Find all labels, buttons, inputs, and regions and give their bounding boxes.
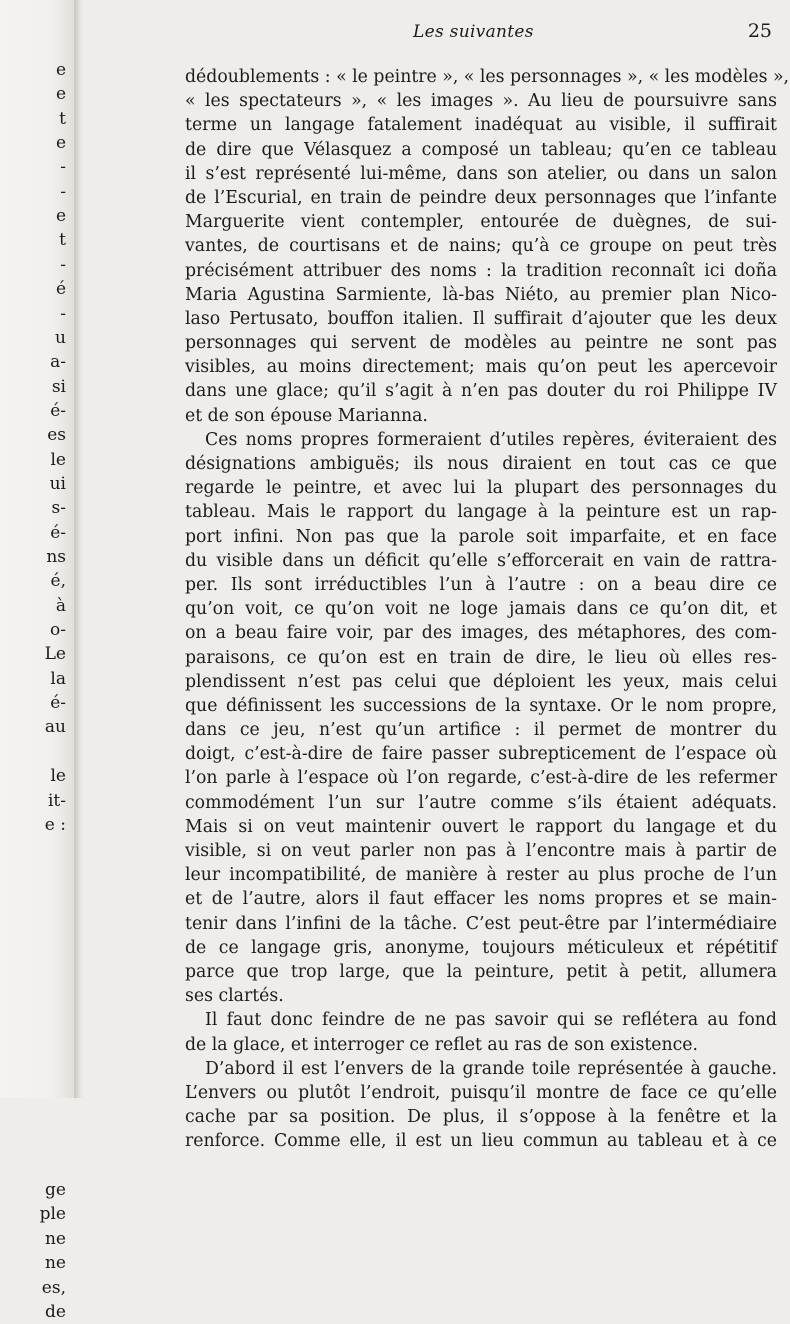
text-line: et de l’autre, alors il faut effacer les noms propres et se main-	[185, 889, 777, 910]
page-number: 25	[747, 20, 772, 42]
facing-page-fragment: ne	[44, 1228, 66, 1249]
facing-page-fragment: -	[60, 254, 66, 275]
facing-page-fragment: la	[50, 668, 66, 689]
facing-page-fragment: e	[55, 84, 66, 105]
text-line: laso Pertusato, bouffon italien. Il suffirait d’ajouter que les deux	[185, 308, 777, 329]
text-line: tenir dans l’infini de la tâche. C’est peut-être par l’intermédiaire	[185, 913, 777, 934]
text-line: il s’est représenté lui-même, dans son atelier, ou dans un salon	[185, 163, 777, 184]
text-line: désignations ambiguës; ils nous diraient en tout cas ce que	[185, 454, 777, 474]
text-line: de l’Escurial, en train de peindre deux personnages que l’infante	[185, 187, 777, 208]
text-line: du visible dans un déficit qu’elle s’efforcerait en vain de rattra-	[185, 550, 777, 571]
facing-page-fragment: ns	[46, 547, 66, 567]
facing-page-fragment: é,	[50, 571, 66, 592]
running-title: Les suivantes	[413, 22, 534, 42]
facing-page-fragment: -	[60, 181, 66, 202]
facing-page-fragment: le	[50, 766, 66, 787]
text-line: dédoublements : « le peintre », « les personnages », « les modèles »,	[185, 67, 790, 87]
facing-page-fragment: à	[55, 595, 66, 616]
text-line: renforce. Comme elle, il est un lieu commun au tableau et à ce	[185, 1131, 777, 1152]
facing-page-fragment: t	[59, 230, 66, 251]
text-line: doigt, c’est-à-dire de faire passer subrepticement de l’espace où	[185, 744, 777, 765]
facing-page-fragment: é-	[50, 522, 66, 543]
text-line: « les spectateurs », « les images ». Au lieu de poursuivre sans	[185, 91, 777, 112]
text-line: cache par sa position. De plus, il s’oppose à la fenêtre et la	[185, 1107, 777, 1128]
text-line: parce que trop large, que la peinture, petit à petit, allumera	[185, 961, 777, 982]
facing-page-fragment: ple	[39, 1204, 66, 1225]
facing-page-fragment: s-	[51, 498, 66, 519]
text-line: Mais si on veut maintenir ouvert le rapport du langage et du	[185, 816, 777, 837]
text-line: vantes, de courtisans et de nains; qu’à ce groupe on peut très	[185, 236, 777, 257]
text-line: paraisons, ce qu’on est en train de dire, le lieu où elles res-	[185, 647, 777, 668]
text-line: regarde le peintre, et avec lui la plupart des personnages du	[185, 478, 777, 499]
facing-page-fragment: de	[45, 1301, 66, 1322]
text-line: Il faut donc feindre de ne pas savoir qui se reflétera au fond	[205, 1010, 777, 1031]
text-line: dans ce jeu, n’est qu’un artifice : il permet de montrer du	[185, 720, 777, 741]
text-line: D’abord il est l’envers de la grande toile représentée à gauche.	[205, 1058, 777, 1079]
text-line: port infini. Non pas que la parole soit imparfaite, et en face	[185, 526, 777, 547]
text-line: L’envers ou plutôt l’endroit, puisqu’il montre de face ce qu’elle	[185, 1082, 777, 1103]
facing-page-fragment: u	[55, 327, 66, 348]
text-line: visible, si on veut parler non pas à l’encontre mais à partir de	[185, 841, 777, 861]
facing-page-fragment: e :	[44, 814, 66, 835]
text-line: et de son épouse Marianna.	[185, 405, 428, 426]
text-line: plendissent n’est pas celui que déploient les yeux, mais celui	[185, 671, 777, 692]
text-line: tableau. Mais le rapport du langage à la peinture est un rap-	[185, 502, 777, 523]
facing-page-fragment: é	[55, 279, 66, 300]
facing-page-fragment: Le	[44, 644, 66, 665]
text-line: l’on parle à l’espace où l’on regarde, c’est-à-dire de les refermer	[185, 768, 777, 789]
facing-page-fragment: -	[60, 157, 66, 178]
facing-page-fragment: o-	[50, 620, 66, 641]
book-gutter	[74, 0, 84, 1098]
text-line: on a beau faire voir, par des images, des métaphores, des com-	[185, 623, 777, 644]
facing-page-fragment: es	[47, 425, 66, 446]
text-line: que définissent les successions de la syntaxe. Or le nom propre,	[185, 695, 777, 716]
facing-page-fragment: it-	[47, 790, 66, 811]
facing-page-fragment: e	[55, 133, 66, 154]
text-line: précisément attribuer des noms : la tradition reconnaît ici doña	[185, 260, 777, 281]
facing-page-fragment: si	[51, 376, 66, 397]
facing-page-fragment: e	[55, 206, 66, 227]
facing-page-fragment: -	[60, 303, 66, 324]
text-line: qu’on voit, ce qu’on voit ne loge jamais dans ce qu’on dit, et	[185, 599, 777, 620]
text-line: Ces noms propres formeraient d’utiles repères, éviteraient des	[205, 429, 777, 450]
facing-page-edge	[0, 0, 74, 1322]
text-line: per. Ils sont irréductibles l’un à l’autre : on a beau dire ce	[185, 574, 777, 595]
facing-page-fragment: ge	[45, 1180, 66, 1201]
text-line: personnages qui servent de modèles au peintre ne sont pas	[185, 333, 777, 354]
facing-page-fragment: é-	[50, 400, 66, 421]
text-line: Marguerite vient contempler, entourée de duègnes, de sui-	[185, 212, 777, 233]
text-line: de la glace, et interroger ce reflet au ras de son existence.	[185, 1034, 699, 1055]
facing-page-fragment: a-	[50, 352, 66, 373]
text-line: terme un langage fatalement inadéquat au visible, il suffirait	[185, 115, 777, 136]
text-line: de ce langage gris, anonyme, toujours méticuleux et répétitif	[185, 937, 777, 958]
facing-page-fragment: é-	[50, 693, 66, 714]
text-line: dans une glace; qu’il s’agit à n’en pas douter du roi Philippe IV	[185, 381, 777, 402]
text-line: ses clartés.	[185, 986, 284, 1007]
facing-page-fragment: ui	[49, 473, 66, 494]
text-line: Maria Agustina Sarmiente, là-bas Niéto, au premier plan Nico-	[185, 284, 777, 305]
facing-page-fragment: e	[55, 60, 66, 80]
facing-page-fragment: es,	[41, 1277, 66, 1298]
text-line: leur incompatibilité, de manière à rester au plus proche de l’un	[185, 865, 777, 886]
facing-page-fragment: t	[59, 108, 66, 129]
text-line: de dire que Vélasquez a composé un tableau; qu’en ce tableau	[185, 139, 777, 160]
facing-page-fragment: le	[50, 449, 66, 470]
facing-page-fragment: ne	[44, 1253, 66, 1274]
text-line: commodément l’un sur l’autre comme s’ils étaient adéquats.	[185, 792, 777, 813]
page-header	[185, 20, 772, 46]
text-line: visibles, au moins directement; mais qu’on peut les apercevoir	[185, 357, 777, 378]
body-text	[185, 65, 790, 1153]
facing-page-fragment: au	[44, 717, 66, 738]
